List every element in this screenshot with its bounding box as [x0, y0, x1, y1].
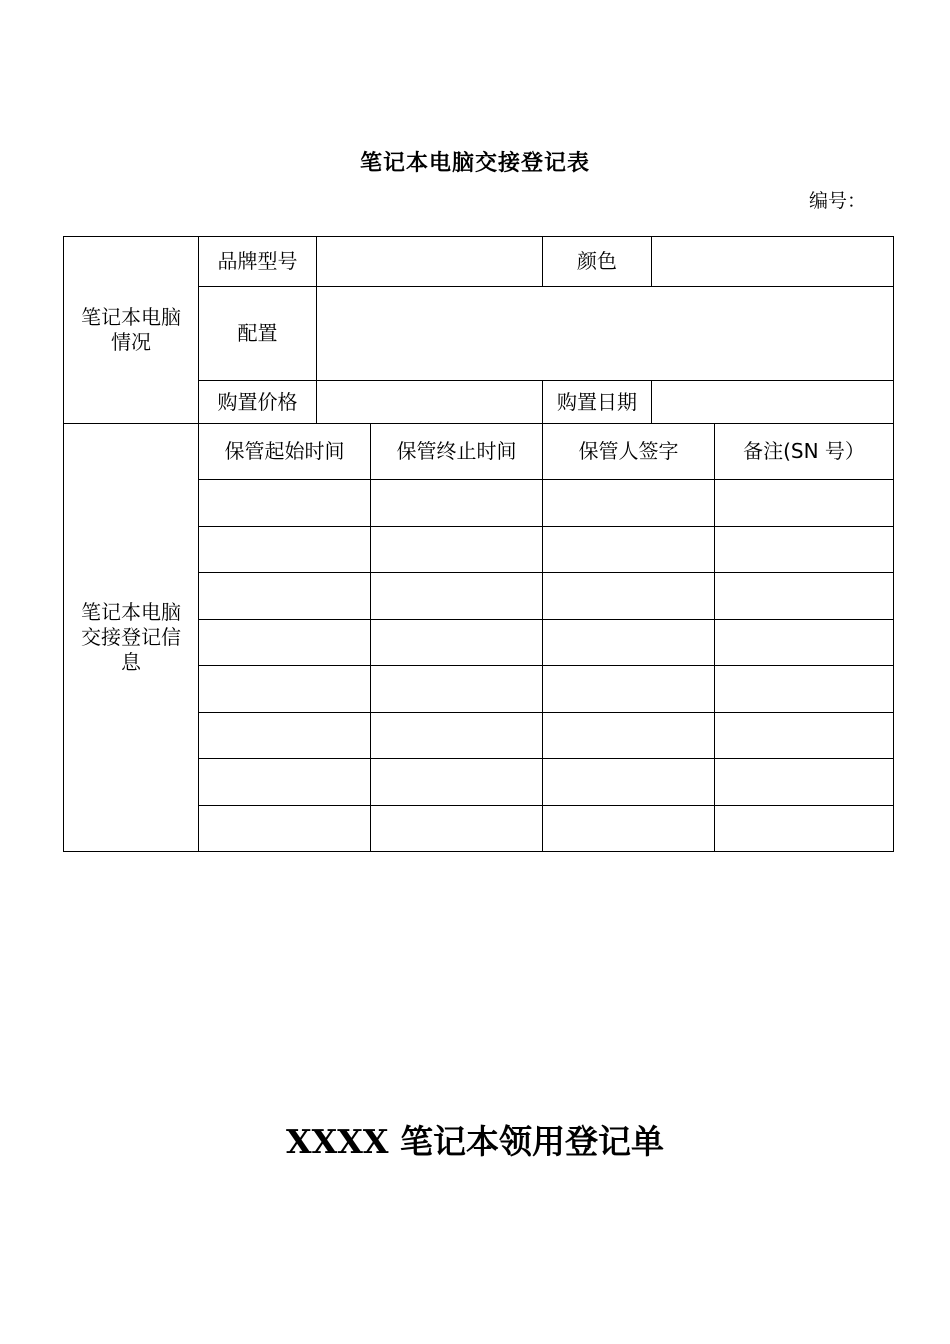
color-field[interactable] — [651, 237, 893, 286]
handover-cell[interactable] — [198, 712, 370, 759]
purchase-date-label: 购置日期 — [542, 380, 651, 423]
brand-model-label: 品牌型号 — [198, 237, 316, 286]
handover-cell[interactable] — [198, 619, 370, 666]
purchase-date-field[interactable] — [651, 380, 893, 423]
handover-cell[interactable] — [542, 526, 714, 573]
handover-info-section-label: 笔记本电脑 交接登记信 息 — [64, 423, 198, 851]
handover-cell[interactable] — [370, 526, 542, 573]
document-title: 笔记本电脑交接登记表 — [359, 151, 590, 176]
configuration-label: 配置 — [198, 286, 316, 380]
handover-cell[interactable] — [198, 479, 370, 526]
configuration-field[interactable] — [316, 286, 893, 380]
handover-cell[interactable] — [542, 758, 714, 805]
document-number-label: 编号： — [808, 190, 866, 212]
column-header-custodian-signature: 保管人签字 — [542, 423, 714, 479]
handover-cell[interactable] — [370, 479, 542, 526]
handover-cell[interactable] — [542, 572, 714, 619]
handover-cell[interactable] — [370, 758, 542, 805]
handover-cell[interactable] — [714, 479, 893, 526]
handover-cell[interactable] — [542, 619, 714, 666]
handover-form-table — [63, 236, 894, 852]
handover-cell[interactable] — [542, 712, 714, 759]
purchase-price-field[interactable] — [316, 380, 542, 423]
handover-cell[interactable] — [198, 665, 370, 712]
handover-cell[interactable] — [542, 665, 714, 712]
handover-cell[interactable] — [198, 526, 370, 573]
handover-cell[interactable] — [370, 619, 542, 666]
handover-cell[interactable] — [714, 572, 893, 619]
footer-title: XXXX 笔记本领用登记单 — [286, 1122, 664, 1161]
column-header-end-time: 保管终止时间 — [370, 423, 542, 479]
handover-cell[interactable] — [714, 758, 893, 805]
handover-cell[interactable] — [370, 712, 542, 759]
handover-cell[interactable] — [714, 665, 893, 712]
purchase-price-label: 购置价格 — [198, 380, 316, 423]
handover-cell[interactable] — [714, 805, 893, 852]
handover-cell[interactable] — [714, 712, 893, 759]
handover-cell[interactable] — [714, 526, 893, 573]
handover-cell[interactable] — [370, 665, 542, 712]
handover-cell[interactable] — [542, 479, 714, 526]
handover-cell[interactable] — [198, 758, 370, 805]
handover-cell[interactable] — [542, 805, 714, 852]
column-header-start-time: 保管起始时间 — [198, 423, 370, 479]
handover-cell[interactable] — [198, 572, 370, 619]
brand-model-field[interactable] — [316, 237, 542, 286]
laptop-status-section-label: 笔记本电脑 情况 — [81, 305, 181, 354]
handover-cell[interactable] — [370, 572, 542, 619]
handover-cell[interactable] — [714, 619, 893, 666]
color-label: 颜色 — [542, 237, 651, 286]
handover-cell[interactable] — [370, 805, 542, 852]
column-header-remarks-sn: 备注(SN 号） — [714, 423, 893, 479]
handover-cell[interactable] — [198, 805, 370, 852]
